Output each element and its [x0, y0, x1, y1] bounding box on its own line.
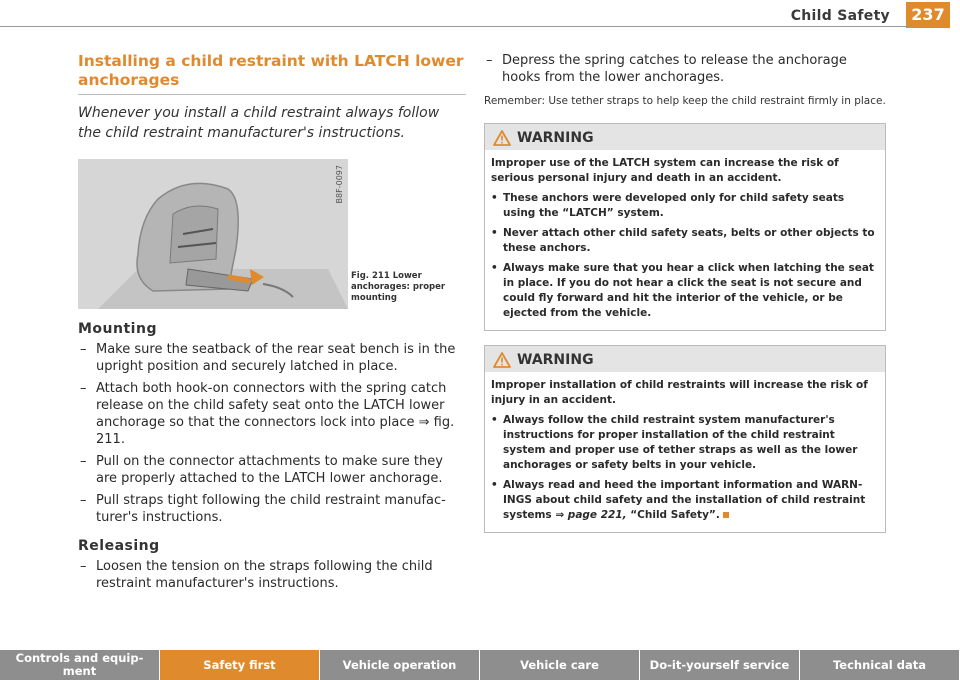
list-item: • Always follow the child restraint system manufacturer's instructions for proper installation of the child restraint system and proper use of tether straps as well as the lower anchorages or safety belts in your vehicle. — [491, 414, 858, 471]
warning-triangle-icon — [493, 130, 511, 146]
right-column — [484, 52, 886, 533]
list-item: • Always make sure that you hear a click when latching the seat in place. If you do not hear a click the seat is not secure and could fly forward and hit the interior of the vehicle, or be ejected from the vehicle. — [491, 262, 874, 319]
header-divider — [0, 26, 908, 27]
warning-triangle-icon — [493, 352, 511, 368]
warning-bullets — [491, 191, 879, 321]
list-item: • Never attach other child safety seats, belts or other objects to these anchors. — [491, 227, 875, 254]
figure-row — [78, 159, 466, 309]
page-header — [0, 0, 960, 28]
releasing-heading: Releasing — [78, 538, 160, 554]
tab-technical-data[interactable]: Technical data — [800, 650, 960, 680]
figure-caption: Fig. 211 Lower anchorages: proper mounting — [351, 271, 446, 303]
warning-box-installation — [484, 345, 886, 533]
child-seat-figure — [78, 159, 348, 309]
list-item: – Make sure the seatback of the rear seat bench is in the upright position and securely latched in place. — [80, 342, 456, 374]
warning-title: WARNING — [517, 130, 594, 146]
remember-note: Remember: Use tether straps to help keep the child restraint firmly in place. — [484, 95, 886, 107]
list-item: • These anchors were developed only for child safety seats using the “LATCH” system. — [491, 192, 845, 219]
warning-title: WARNING — [517, 352, 594, 368]
tab-vehicle-care[interactable]: Vehicle care — [480, 650, 640, 680]
footer-nav — [0, 650, 960, 680]
figure-code: B8F-0097 — [335, 165, 344, 204]
chapter-title: Child Safety — [790, 8, 890, 24]
list-item: – Pull straps tight following the child restraint manufac-turer's instructions. — [80, 493, 446, 525]
page-reference-link[interactable]: ⇒ page 221, — [555, 509, 627, 521]
left-column — [78, 52, 466, 597]
warning-box-latch — [484, 123, 886, 331]
list-item: – Attach both hook-on connectors with the spring catch release on the child safety seat onto the LATCH lower anchorage so that the connectors lock into place ⇒ fig. 211. — [80, 381, 455, 447]
list-item: • Always read and heed the important information and WARN-INGS about child safety and the installation of child restraint systems ⇒ page 221, “Child Safety”. — [491, 479, 866, 521]
tab-safety-first[interactable]: Safety first — [160, 650, 320, 680]
warning-body — [485, 372, 885, 532]
section-title: Installing a child restraint with LATCH lower anchorages — [78, 52, 466, 95]
warning-lead: Improper installation of child restraints will increase the risk of injury in an accident. — [491, 379, 868, 406]
tab-controls-and-equipment[interactable]: Controls and equip-ment — [0, 650, 160, 680]
child-seat-illustration — [78, 159, 348, 309]
mounting-steps — [78, 341, 466, 526]
warning-bullets — [491, 413, 879, 523]
list-item: – Pull on the connector attachments to make sure they are properly attached to the LATCH lower anchorage. — [80, 454, 443, 486]
end-square-icon — [723, 512, 729, 518]
list-item: – Depress the spring catches to release the anchorage hooks from the lower anchorages. — [486, 53, 847, 85]
page-number: 237 — [906, 2, 950, 28]
list-item: – Loosen the tension on the straps following the child restraint manufacturer's instructions. — [80, 559, 433, 591]
warning-header — [485, 346, 885, 372]
tab-vehicle-operation[interactable]: Vehicle operation — [320, 650, 480, 680]
warning-lead: Improper use of the LATCH system can increase the risk of serious personal injury and death in an accident. — [491, 157, 839, 184]
mounting-heading: Mounting — [78, 321, 157, 337]
continued-steps — [484, 52, 886, 86]
tab-do-it-yourself-service[interactable]: Do-it-yourself service — [640, 650, 800, 680]
warning-header — [485, 124, 885, 150]
intro-text: Whenever you install a child restraint always follow the child restraint manufacturer's instructions. — [78, 105, 440, 141]
warning-body — [485, 150, 885, 330]
releasing-steps — [78, 558, 466, 592]
